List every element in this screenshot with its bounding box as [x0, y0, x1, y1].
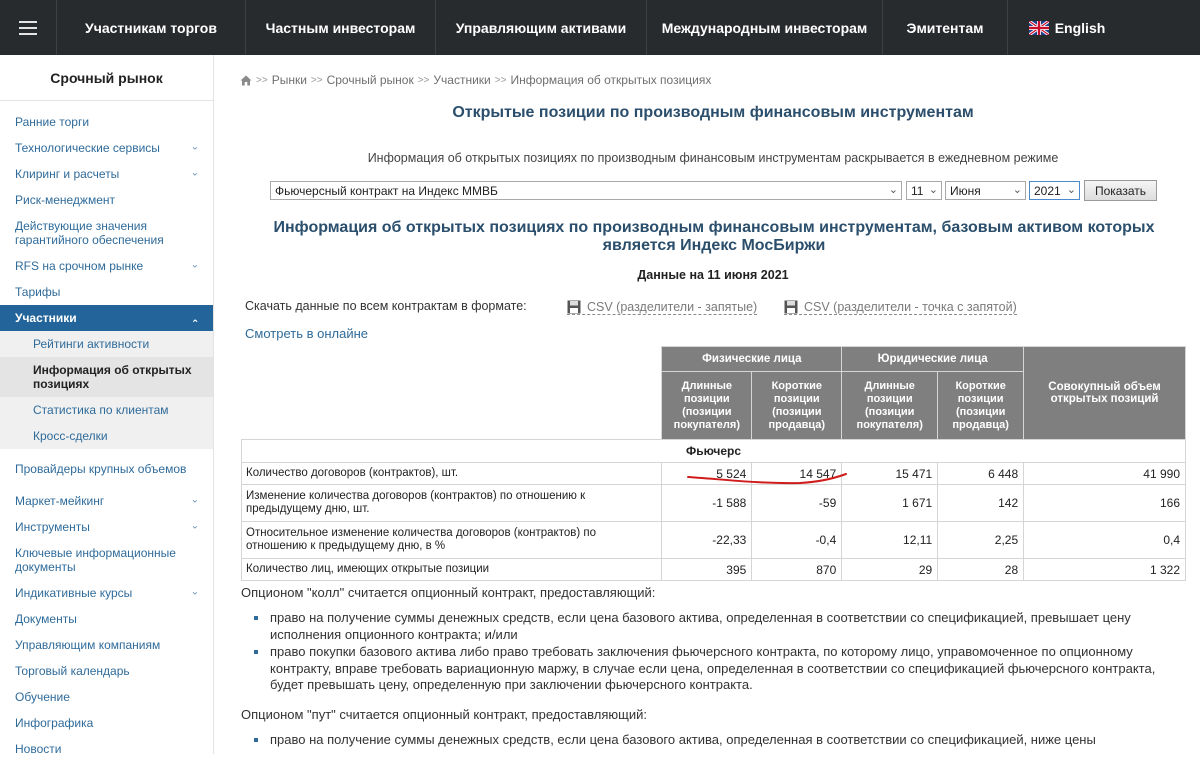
list-item: право на получение суммы денежных средств, если цена базового актива, определенная в соответствии со спецификацией, превышает цену исполнения опционного контракта; и/или: [262, 610, 1167, 643]
header-total: Совокупный объем открытых позиций: [1024, 347, 1186, 440]
cell-value: 166: [1024, 485, 1186, 522]
header-phys-long: Длинные позиции (позиции покупателя): [662, 372, 752, 440]
breadcrumb-current: Информация об открытых позициях: [510, 73, 712, 87]
menu-icon[interactable]: [0, 0, 57, 55]
row-label: Изменение количества договоров (контрактов) по отношению к предыдущему дню, шт.: [242, 485, 662, 522]
table-row: [242, 559, 1186, 581]
cell-value: 5 524: [662, 463, 752, 485]
uk-flag-icon: [1029, 21, 1049, 35]
view-online-link[interactable]: Смотреть в онлайне: [245, 326, 369, 341]
cell-value: 29: [842, 559, 938, 581]
table-row: [242, 485, 1186, 522]
language-label: English: [1054, 19, 1106, 36]
cell-value: 395: [662, 559, 752, 581]
open-positions-table: [241, 346, 1186, 581]
home-icon[interactable]: [240, 75, 252, 86]
breadcrumb-separator: >>: [310, 74, 323, 86]
cell-value: 1 322: [1024, 559, 1186, 581]
row-label: Количество лиц, имеющих открытые позиции: [242, 559, 662, 581]
cell-value: -59: [752, 485, 842, 522]
cell-value: 28: [938, 559, 1024, 581]
month-select-value: Июня: [950, 183, 981, 198]
breadcrumb-separator: >>: [494, 74, 507, 86]
sidebar-item-key-docs[interactable]: Ключевые информационные документы: [15, 546, 176, 574]
day-select-value: 11: [911, 183, 924, 198]
chevron-down-icon: ⌄: [1066, 184, 1076, 196]
chevron-down-icon: ⌄: [190, 259, 199, 271]
nav-item-asset-managers[interactable]: Управляющим активами: [436, 0, 647, 55]
cell-value: 870: [752, 559, 842, 581]
sidebar-item-calendar[interactable]: Торговый календарь: [15, 664, 130, 678]
breadcrumb: [240, 73, 711, 87]
call-option-list: [262, 610, 1167, 695]
sidebar: [0, 55, 214, 754]
chevron-down-icon: ⌄: [928, 184, 938, 196]
cell-value: 1 671: [842, 485, 938, 522]
data-date: Данные на 11 июня 2021: [637, 268, 789, 282]
sidebar-item-participants[interactable]: Участники ⌄: [0, 305, 213, 331]
sidebar-item-management-companies[interactable]: Управляющим компаниям: [15, 638, 161, 652]
sidebar-item-instruments[interactable]: Инструменты ⌄: [15, 520, 199, 534]
sidebar-item-indicative-rates[interactable]: Индикативные курсы ⌄: [15, 586, 199, 600]
year-select[interactable]: [1029, 181, 1080, 200]
list-item: право на получение суммы денежных средств, если цена базового актива, определенная в соответствии со спецификацией, ниже цены: [262, 732, 1167, 749]
sidebar-item-news[interactable]: Новости: [15, 742, 62, 756]
download-label: Скачать данные по всем контрактам в формате:: [245, 299, 527, 313]
header-phys-short: Короткие позиции (позиции продавца): [752, 372, 842, 440]
sidebar-item-tariffs[interactable]: Тарифы: [15, 285, 61, 299]
sidebar-item-education[interactable]: Обучение: [15, 690, 70, 704]
nav-item-private-investors[interactable]: Частным инвесторам: [246, 0, 436, 55]
header-legal-short: Короткие позиции (позиции продавца): [938, 372, 1024, 440]
sidebar-item-margin[interactable]: Действующие значения гарантийного обеспечения: [15, 219, 164, 247]
nav-item-traders[interactable]: Участникам торгов: [57, 0, 246, 55]
sidebar-item-cross-deals[interactable]: Кросс-сделки: [0, 423, 213, 449]
main-content: [226, 55, 1200, 754]
cell-value: 12,11: [842, 522, 938, 559]
breadcrumb-markets[interactable]: Рынки: [271, 73, 307, 87]
cell-value: 0,4: [1024, 522, 1186, 559]
cell-value: 15 471: [842, 463, 938, 485]
cell-value: -0,4: [752, 522, 842, 559]
csv-semicolon-label: CSV (разделители - точка с запятой): [804, 300, 1017, 314]
sidebar-item-tech-services[interactable]: Технологические сервисы ⌄: [15, 141, 199, 155]
table-row: [242, 522, 1186, 559]
sidebar-item-open-positions[interactable]: Информация об открытых позициях: [0, 357, 213, 397]
row-label: Относительное изменение количества договоров (контрактов) по отношению к предыдущему дню, в %: [242, 522, 662, 559]
chevron-down-icon: ⌄: [190, 520, 199, 532]
cell-value: 6 448: [938, 463, 1024, 485]
row-label: Количество договоров (контрактов), шт.: [242, 463, 662, 485]
breadcrumb-separator: >>: [256, 74, 268, 86]
header-legal-long: Длинные позиции (позиции покупателя): [842, 372, 938, 440]
nav-item-international-investors[interactable]: Международным инвесторам: [647, 0, 883, 55]
month-select[interactable]: [945, 181, 1026, 200]
empty-header: [242, 347, 662, 440]
sidebar-item-infographics[interactable]: Инфографика: [15, 716, 94, 730]
header-legal-entities: Юридические лица: [842, 347, 1024, 372]
header-individuals: Физические лица: [662, 347, 842, 372]
cell-value: 2,25: [938, 522, 1024, 559]
sidebar-item-client-stats[interactable]: Статистика по клиентам: [0, 397, 213, 423]
intro-text: Информация об открытых позициях по производным финансовым инструментам раскрывается в ежедневном режиме: [367, 151, 1059, 165]
nav-item-issuers[interactable]: Эмитентам: [883, 0, 1008, 55]
cell-value: 41 990: [1024, 463, 1186, 485]
breadcrumb-separator: >>: [417, 74, 430, 86]
sidebar-item-early-trading[interactable]: Ранние торги: [15, 115, 90, 129]
sidebar-title: Срочный рынок: [0, 55, 213, 101]
chevron-down-icon: ⌄: [190, 167, 199, 179]
floppy-disk-icon: [784, 300, 798, 314]
sidebar-item-providers[interactable]: Провайдеры крупных объемов: [15, 461, 187, 476]
chevron-down-icon: ⌄: [190, 494, 199, 506]
year-select-value: 2021: [1034, 183, 1061, 198]
call-option-intro: Опционом "колл" считается опционный контракт, предоставляющий:: [241, 585, 656, 600]
chevron-down-icon: ⌄: [190, 141, 199, 153]
csv-semicolon-link[interactable]: [784, 300, 1017, 315]
contract-select-value: Фьючерсный контракт на Индекс ММВБ: [275, 183, 498, 198]
contract-select[interactable]: [270, 181, 902, 200]
csv-comma-label: CSV (разделители - запятые): [587, 300, 758, 314]
day-select[interactable]: [906, 181, 942, 200]
csv-comma-link[interactable]: [567, 300, 757, 315]
chevron-down-icon: ⌄: [190, 586, 199, 598]
cell-value: 142: [938, 485, 1024, 522]
put-option-list: [262, 732, 1167, 750]
cell-value: 14 547: [752, 463, 842, 485]
top-nav: [0, 0, 1200, 55]
sidebar-item-clearing[interactable]: Клиринг и расчеты ⌄: [15, 167, 199, 181]
language-switch[interactable]: [1008, 0, 1126, 55]
floppy-disk-icon: [567, 300, 581, 314]
list-item: право покупки базового актива либо право требовать заключения фьючерсного контракта, по которому лицо, управомоченное по опционному контракту, вправе требовать вариационную маржу, в случае если цена, определенная в соответствии со спецификацией фьючерсного контракта, будет превышать цену, определенную при заключении фьючерсного контракта.: [262, 644, 1167, 694]
sidebar-item-market-making[interactable]: Маркет-мейкинг ⌄: [15, 494, 199, 508]
table-row: [242, 463, 1186, 485]
cell-value: -1 588: [662, 485, 752, 522]
sidebar-item-documents[interactable]: Документы: [15, 612, 77, 626]
chevron-down-icon: ⌄: [888, 184, 898, 196]
sidebar-item-rfs[interactable]: RFS на срочном рынке ⌄: [15, 259, 199, 273]
sidebar-item-risk[interactable]: Риск-менеджмент: [15, 193, 115, 207]
cell-value: -22,33: [662, 522, 752, 559]
breadcrumb-derivatives[interactable]: Срочный рынок: [326, 73, 414, 87]
sidebar-item-ratings[interactable]: Рейтинги активности: [0, 331, 213, 357]
put-option-intro: Опционом "пут" считается опционный контракт, предоставляющий:: [241, 707, 647, 722]
section-title: Информация об открытых позициях по производным финансовым инструментам, базовым активом которых является Индекс МосБиржи: [273, 219, 1155, 254]
chevron-up-icon: ⌄: [190, 316, 199, 328]
section-futures: Фьючерс: [242, 440, 1186, 463]
show-button[interactable]: Показать: [1084, 180, 1157, 201]
chevron-down-icon: ⌄: [1012, 184, 1022, 196]
breadcrumb-participants[interactable]: Участники: [433, 73, 491, 87]
page-title: Открытые позиции по производным финансовым инструментам: [452, 104, 974, 121]
